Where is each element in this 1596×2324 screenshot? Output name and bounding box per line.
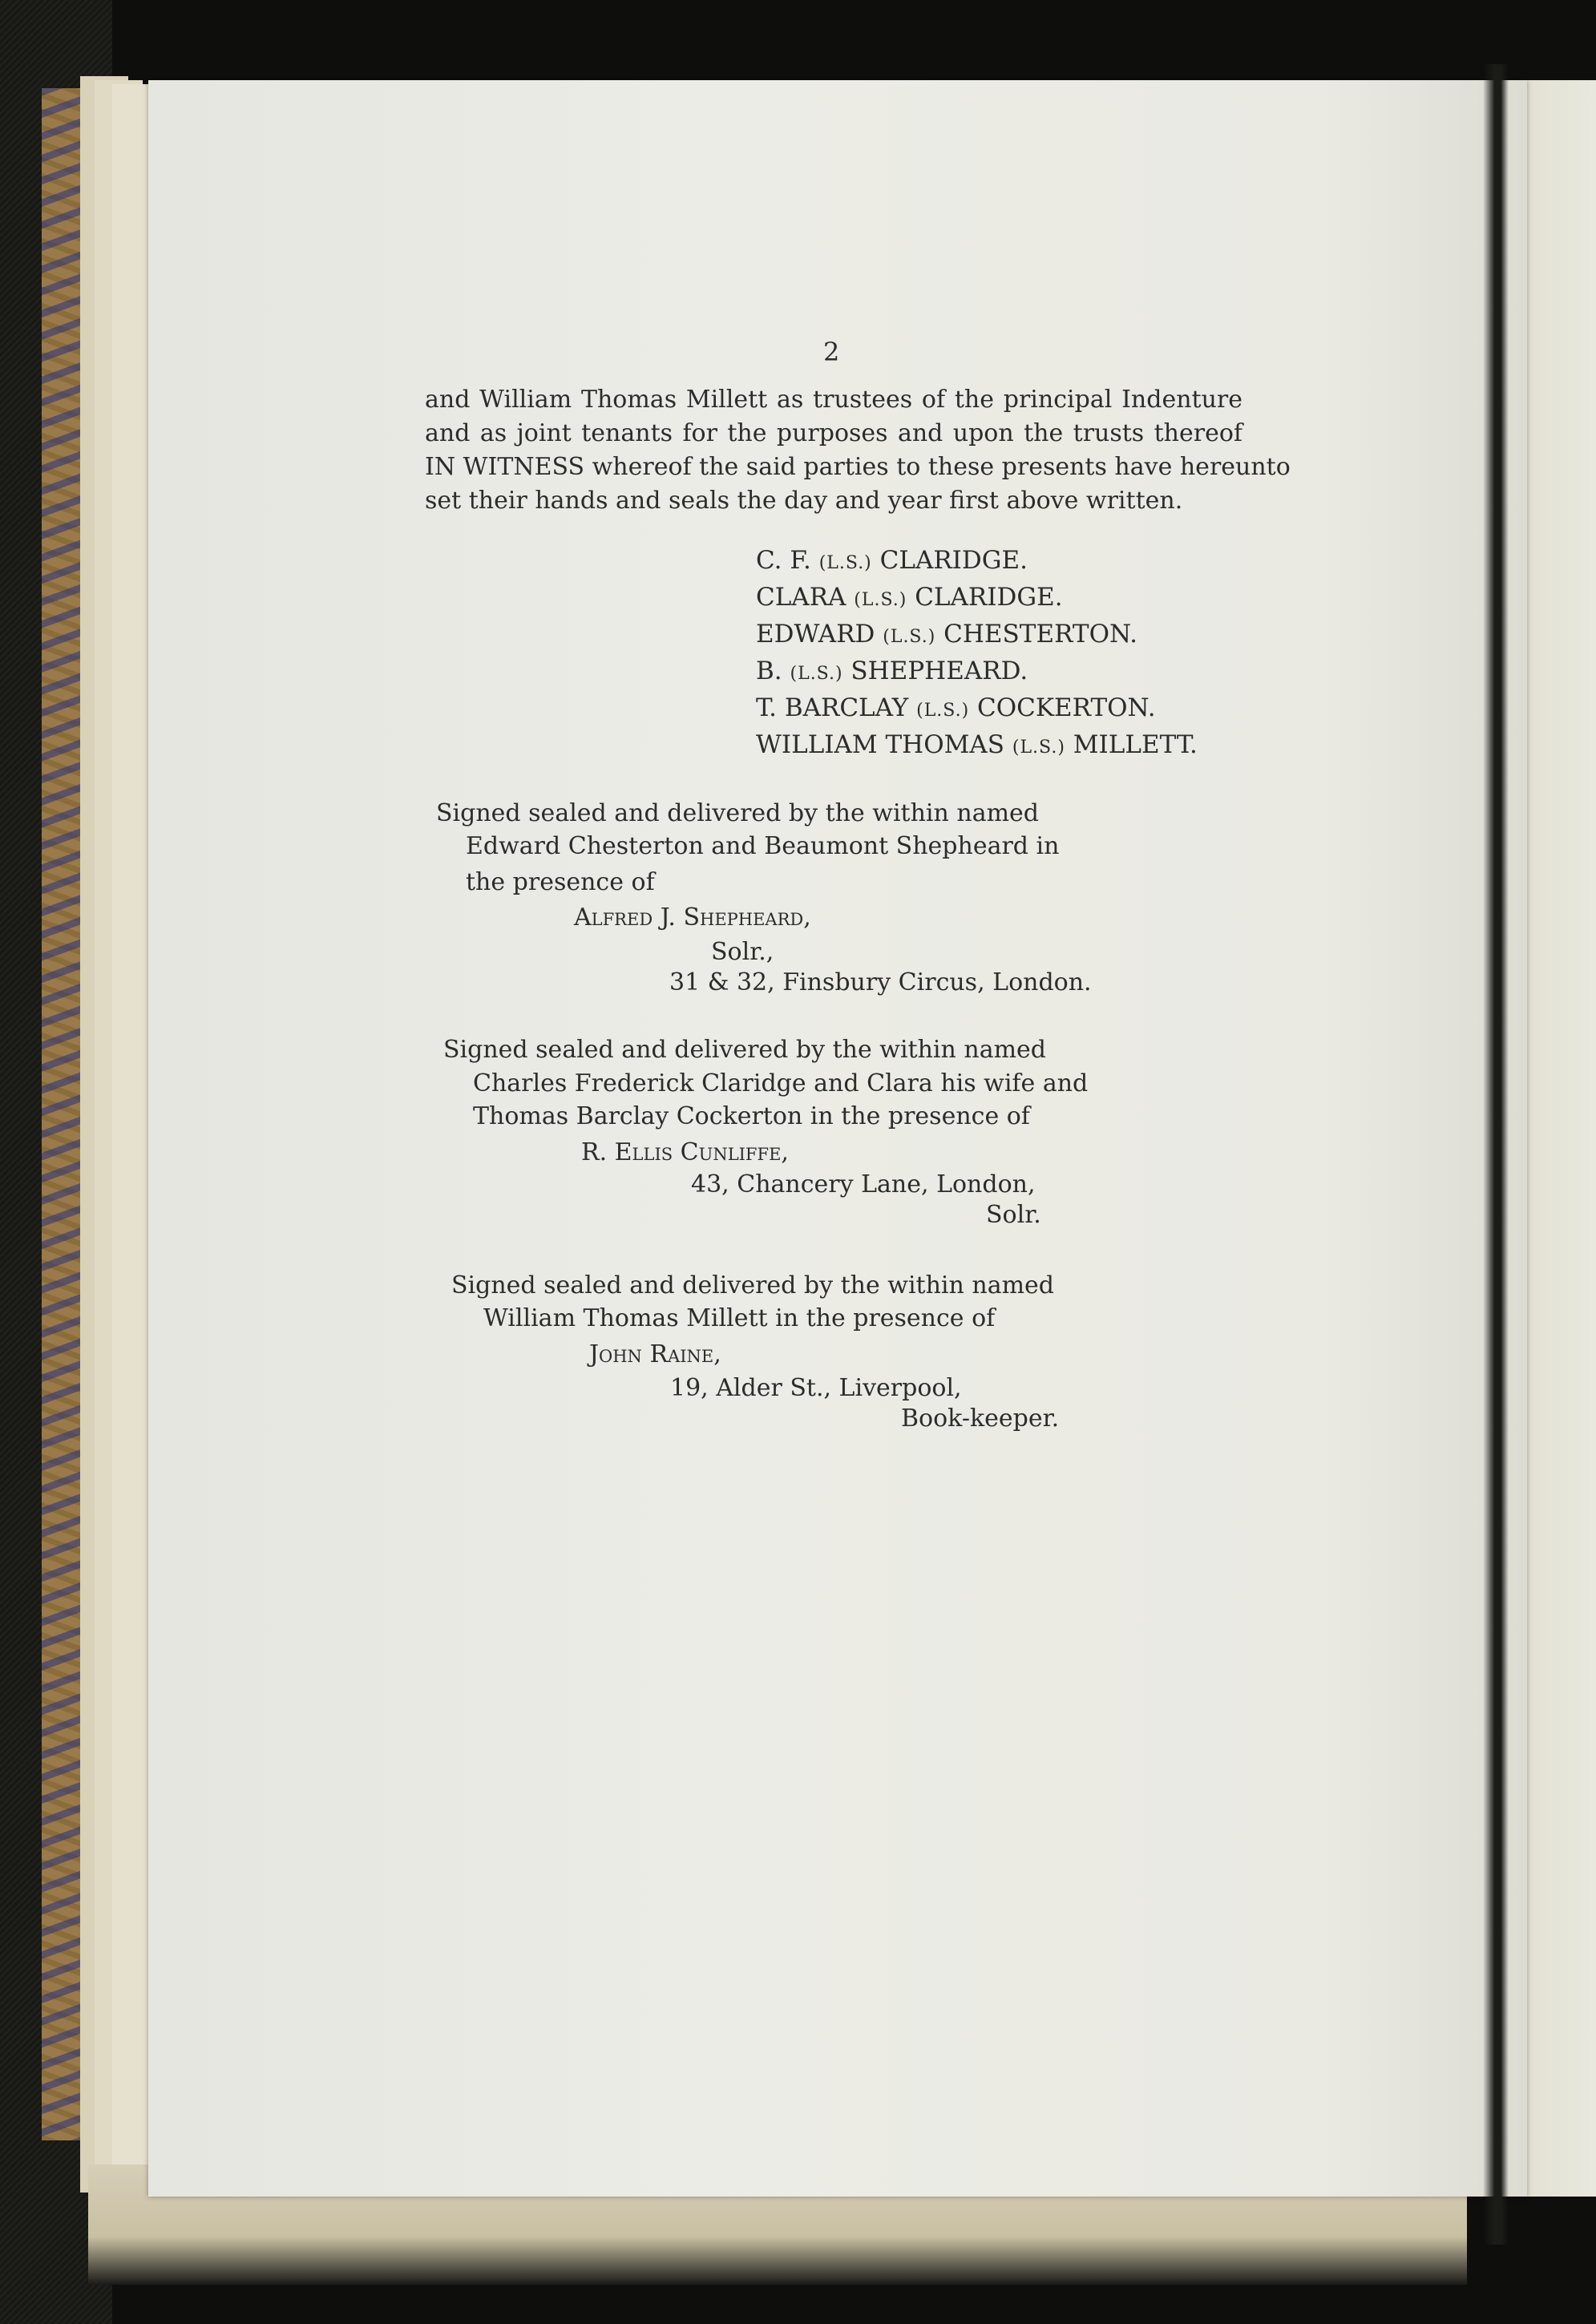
- paragraph-line: and as joint tenants for the purposes and upon the trusts thereof: [425, 419, 1242, 447]
- witness-title: Solr.,: [711, 938, 774, 966]
- witness-line: Signed sealed and delivered by the within named: [436, 799, 1039, 827]
- witness-name: Alfred J. Shepheard,: [574, 903, 811, 932]
- paragraph-line: IN WITNESS whereof the said parties to these presents have hereunto: [425, 453, 1291, 481]
- witness-address: 31 & 32, Finsbury Circus, London.: [669, 968, 1092, 996]
- seal-mark: (L.S.): [1012, 738, 1065, 758]
- paragraph-line: set their hands and seals the day and year first above written.: [425, 487, 1183, 515]
- witness-address: 43, Chancery Lane, London,: [691, 1170, 1036, 1198]
- witness-name: R. Ellis Cunliffe,: [581, 1138, 789, 1166]
- witness-title: Book-keeper.: [901, 1405, 1060, 1433]
- signature-list: [756, 544, 1198, 765]
- witness-address: 19, Alder St., Liverpool,: [670, 1374, 962, 1402]
- signature-line: C. F. (L.S.) CLARIDGE.: [756, 546, 1028, 575]
- signature-line: EDWARD (L.S.) CHESTERTON.: [756, 620, 1137, 649]
- witness-name: John Raine,: [589, 1340, 721, 1368]
- witness-line: Edward Chesterton and Beaumont Shepheard in: [466, 832, 1060, 860]
- seal-mark: (L.S.): [790, 664, 843, 684]
- seal-mark: (L.S.): [916, 701, 970, 721]
- seal-mark: (L.S.): [818, 553, 872, 573]
- witness-line: Charles Frederick Claridge and Clara his wife and: [473, 1069, 1089, 1097]
- witness-line: William Thomas Millett in the presence of: [483, 1304, 996, 1332]
- signature-line: CLARA (L.S.) CLARIDGE.: [756, 583, 1063, 612]
- signature-line: T. BARCLAY (L.S.) COCKERTON.: [756, 693, 1156, 722]
- seal-mark: (L.S.): [883, 627, 936, 647]
- seal-mark: (L.S.): [854, 590, 907, 610]
- closing-paragraph: [425, 383, 1291, 518]
- witness-line: the presence of: [466, 868, 655, 896]
- signature-line: WILLIAM THOMAS (L.S.) MILLETT.: [756, 730, 1198, 759]
- witness-title: Solr.: [986, 1201, 1041, 1229]
- witness-line: Signed sealed and delivered by the within named: [443, 1036, 1046, 1064]
- page-number: 2: [823, 337, 840, 367]
- witness-line: Signed sealed and delivered by the within named: [451, 1271, 1054, 1299]
- signature-line: B. (L.S.) SHEPHEARD.: [756, 657, 1028, 685]
- book-gutter: [1483, 64, 1509, 2245]
- witness-line: Thomas Barclay Cockerton in the presence of: [473, 1102, 1030, 1130]
- paragraph-line: and William Thomas Millett as trustees of the principal Indenture: [425, 386, 1242, 414]
